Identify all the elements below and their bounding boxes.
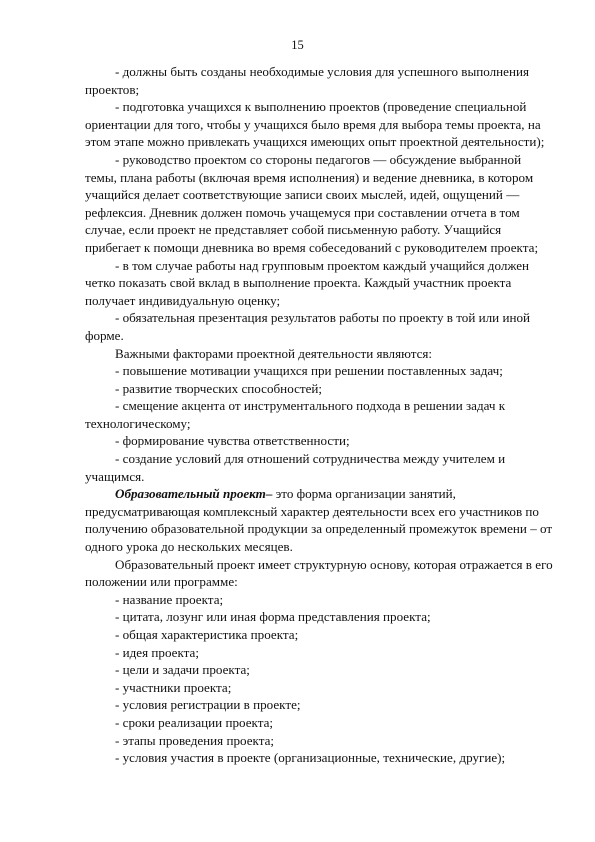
paragraph: - создание условий для отношений сотрудничества между учителем и учащимся. (85, 451, 506, 484)
page-number: 15 (291, 38, 304, 52)
defined-term: Образовательный проект– (115, 486, 273, 502)
paragraph: - в том случае работы над групповым проектом каждый учащийся должен четко показать свой вклад в выполнение проекта. Каждый участник проекта получает индивидуальную оценку; (85, 257, 530, 308)
definition-text: это форма организации занятий, предусматривающая комплексный характер деятельности всех его участников по получению образовательной продукции за определенный промежуток времени – от одного урока до нескольких месяцев. (85, 486, 553, 555)
list-item: - условия регистрации в проекте; (115, 697, 301, 713)
list-item: - цитата, лозунг или иная форма представления проекта; (115, 609, 431, 625)
paragraph: Важными факторами проектной деятельности являются: (115, 345, 433, 361)
paragraph: - смещение акцента от инструментального подхода в решении задач к технологическому; (85, 398, 506, 431)
list-item: - цели и задачи проекта; (115, 662, 250, 678)
body-text (85, 63, 555, 767)
list-item: - участники проекта; (115, 679, 232, 695)
list-item: - условия участия в проекте (организационные, технические, другие); (115, 750, 506, 766)
paragraph: - руководство проектом со стороны педагогов — обсуждение выбранной темы, плана работы (включая время исполнения) и ведение дневника, в котором учащийся делает соответствующие записи своих мыслей, идей, ощущений — рефлексия. Дневник должен помочь учащемуся при составлении отчета в том случае, если проект не представляет собой письменную работу. Учащийся прибегает к помощи дневника во время собеседований с руководителем проекта; (85, 151, 539, 255)
paragraph: - формирование чувства ответственности; (115, 433, 350, 449)
list-item: - этапы проведения проекта; (115, 732, 275, 748)
list-item: - идея проекта; (115, 644, 200, 660)
paragraph: - подготовка учащихся к выполнению проектов (проведение специальной ориентации для того, чтобы у учащихся было время для выбора темы проекта, на этом этапе можно привлекать учащихся имеющих опыт проектной деятельности); (85, 99, 545, 150)
list-item: - общая характеристика проекта; (115, 627, 299, 642)
list-item: - название проекта; (115, 591, 224, 607)
paragraph: - развитие творческих способностей; (115, 380, 323, 396)
structure-intro: Образовательный проект имеет структурную основу, которая отражается в его положении или программе: (85, 556, 553, 590)
paragraph: - обязательная презентация результатов работы по проекту в той или иной форме. (85, 310, 531, 343)
definition-paragraph (85, 485, 555, 555)
paragraph: - должны быть созданы необходимые условия для успешного выполнения проектов; (85, 64, 530, 97)
list-item: - сроки реализации проекта; (115, 714, 274, 730)
paragraph: - повышение мотивации учащихся при решении поставленных задач; (115, 363, 503, 379)
